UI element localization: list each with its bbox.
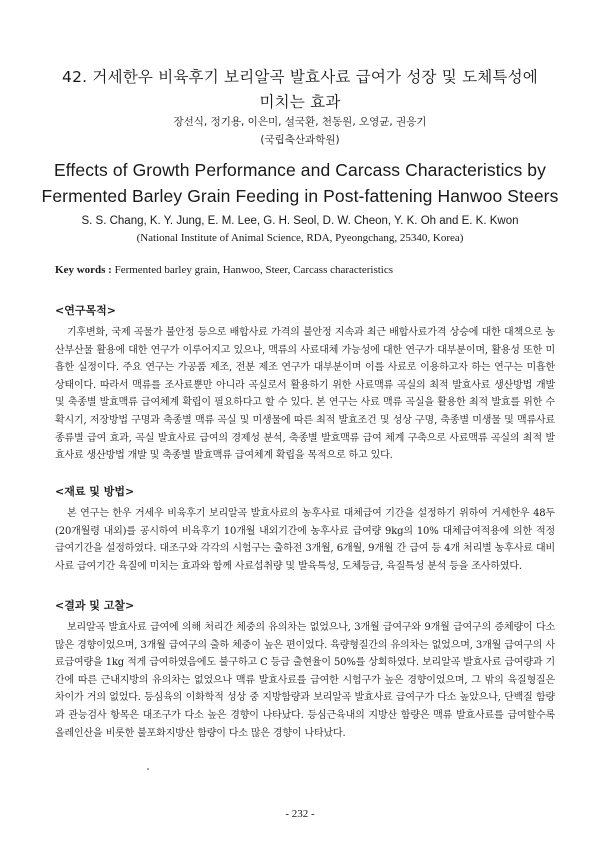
keywords-label: Key words : [55, 264, 112, 276]
korean-title-line-2: 미치는 효과 [259, 93, 341, 111]
english-title-line-2: Fermented Barley Grain Feeding in Post-fattening Hanwoo Steers [41, 186, 559, 206]
section-body: 기후변화, 국제 곡물가 불안정 등으로 배합사료 가격의 불안정 지속과 최근 배합사료가격 상승에 대한 대책으로 농산부산물 활용에 대한 연구가 이루어지고 있으나, 맥류의 사료대체 가능성에 대한 연구가 대부분이며, 활용성 또한 미흡한 실정이다. 주요 연구는 가공품 제조, 전분 제조 연구가 대부분이며 이를 사료로 이용하고자 하는 연구는 미흡한 상태이다. 따라서 맥류를 조사료뿐만 아니라 곡실로서 활용하기 위한 사료맥류 곡실의 최적 발효사료 생산방법 개발 및 축종별 발효맥류 급여체계 확립이 필요하다고 할 수 있다. 본 연구는 사료 맥류 곡실을 활용한 최적 발효를 위한 수확시기, 저장방법 구명과 축종별 맥류 곡실 및 미생물에 따른 최적 발효조건 및 성상 구명, 축종별 미생물 및 맥류사료 종류별 급여 효과, 곡실 발효사료 급여의 경제성 분석, 축종별 발효맥류 급여 체계 구축으로 사료맥류 곡실의 최적 발효사료 생산방법 개발 및 축종별 발효맥류 급여체계 확립을 목적으로 하고 있다. [55, 327, 555, 462]
korean-author-block [40, 113, 560, 149]
korean-authors: 장선식, 정기용, 이은미, 설국환, 천동원, 오영균, 권응기 [173, 116, 427, 128]
english-affiliation: (National Institute of Animal Science, RDA, Pyeongchang, 25340, Korea) [136, 232, 464, 244]
english-title-line-1: Effects of Growth Performance and Carcass Characteristics by [54, 160, 546, 180]
section-purpose [55, 303, 555, 465]
section-methods [55, 484, 555, 575]
section-heading: <연구목적> [55, 304, 116, 317]
korean-affiliation: (국립축산과학원) [260, 134, 340, 146]
scan-speck [147, 768, 149, 770]
korean-title [40, 65, 560, 115]
keywords-text: Fermented barley grain, Hanwoo, Steer, Carcass characteristics [111, 264, 393, 276]
section-heading: <재료 및 방법> [55, 485, 135, 498]
section-results [55, 598, 555, 742]
keywords-line [55, 262, 555, 278]
english-title [30, 157, 570, 209]
section-body: 보리알곡 발효사료 급여에 의해 처리간 체중의 유의차는 없었으나, 3개월 급여구와 9개월 급여구의 증체량이 다소 많은 경향이었으며, 3개월 급여구의 출하 체중이 높은 편이었다. 육량형질간의 유의차는 없었으며, 3개월 급여구의 사료급여량을 1kg 적게 급여하였음에도 불구하고 C 등급 출현율이 50%를 상회하였다. 보리알곡 발효사료 급여량과 기간에 따른 근내지방의 유의차는 없었으나 맥류 발효사료를 급여한 시험구가 높은 경향이었으며, 그 밖의 육질형질은 차이가 거의 없었다. 등심육의 이화학적 성상 중 지방함량과 보리알곡 발효사료 급여구가 다소 높았으나, 단백질 함량과 관능검사 항목은 대조구가 다소 높은 경향이 나타났다. 등심근육내의 지방산 함량은 맥류 발효사료를 급여할수록 올레인산을 비롯한 불포화지방산 함량이 다소 많은 경향이 나타났다. [55, 622, 555, 739]
korean-title-line-1: 42. 거세한우 비육후기 보리알곡 발효사료 급여가 성장 및 도체특성에 [62, 68, 538, 86]
page-number: - 232 - [285, 808, 315, 820]
section-body: 본 연구는 한우 거세우 비육후기 보리알곡 발효사료의 농후사료 대체급여 기간을 설정하기 위하여 거세한우 48두(20개월령 내외)를 공시하여 비육후기 10개월 내외기간에 농후사료 급여량 9kg의 10% 대체급여적용에 의한 적정 급여기간을 설정하였다. 대조구와 각각의 시험구는 출하전 3개월, 6개월, 9개월 간 급여 등 4개 처리별 농후사료 대비 사료 급여기간 육질에 미치는 효과와 함께 사료섭취량 및 발육특성, 도체등급, 육질특성 분석 등을 조사하였다. [55, 508, 555, 572]
section-heading: <결과 및 고찰> [55, 599, 135, 612]
english-authors: S. S. Chang, K. Y. Jung, E. M. Lee, G. H. Seol, D. W. Cheon, Y. K. Oh and E. K. Kwon [81, 215, 519, 227]
